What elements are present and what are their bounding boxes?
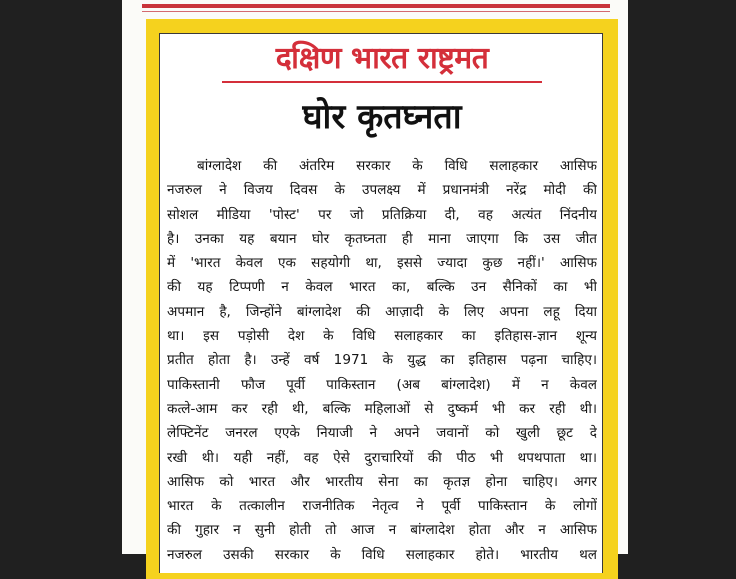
- article-line: लेफ्टिनेंट जनरल एएके नियाजी ने अपने जवानों को खुली छूट दे: [167, 425, 597, 442]
- masthead-underline: [222, 81, 542, 83]
- top-rule: [142, 4, 610, 8]
- article-line: में 'भारत केवल एक सहयोगी था, इससे ज्यादा कुछ नहीं।' आसिफ: [167, 255, 597, 272]
- article-line: आसिफ को भारत और भारतीय सेना का कृतज्ञ होना चाहिए। अगर: [167, 473, 597, 490]
- article-line: नजरुल ने विजय दिवस के उपलक्ष्य में प्रधानमंत्री नरेंद्र मोदी की: [167, 182, 597, 199]
- top-thin-rule: [142, 11, 610, 12]
- editorial-panel: [159, 33, 603, 573]
- article-line: रखी थी। यही नहीं, वह ऐसे दुराचारियों की पीठ भी थपथपाता था।: [167, 449, 597, 466]
- article-line: नजरुल उसकी सरकार के विधि सलाहकार होते। भारतीय थल: [167, 546, 597, 563]
- article-line: अपमान है, जिन्होंने बांग्लादेश की आज़ादी के लिए अपना लहू दिया: [167, 303, 597, 320]
- article-line: कत्ले-आम कर रही थी, बल्कि महिलाओं से दुष्कर्म भी कर रही थी।: [167, 400, 597, 417]
- article-line: की गुहार न सुनी होती तो आज न बांग्लादेश होता और न आसिफ: [167, 522, 597, 539]
- article-line: पाकिस्तानी फौज पूर्वी पाकिस्तान (अब बांग्लादेश) में न केवल: [167, 376, 597, 393]
- article-line: सोशल मीडिया 'पोस्ट' पर जो प्रतिक्रिया दी, वह अत्यंत निंदनीय: [167, 206, 597, 223]
- article-line: भारत के तत्कालीन राजनीतिक नेतृत्व ने पूर्वी पाकिस्तान के लोगों: [167, 498, 597, 515]
- article-line: प्रतीत होता है। उन्हें वर्ष 1971 के युद्ध का इतिहास पढ़ना चाहिए।: [167, 352, 597, 369]
- article-headline: घोर कृतघ्नता: [302, 97, 462, 137]
- article-line: है। उनका यह बयान घोर कृतघ्नता ही माना जाएगा कि उस जीत: [167, 230, 597, 247]
- article-line: था। इस पड़ोसी देश के विधि सलाहकार का इतिहास-ज्ञान शून्य: [167, 328, 597, 345]
- article-line: की यह टिप्पणी न केवल भारत का, बल्कि उन सैनिकों का भी: [167, 279, 597, 296]
- article-body: [167, 154, 597, 567]
- article-line: बांग्लादेश की अंतरिम सरकार के विधि सलाहकार आसिफ: [197, 158, 597, 174]
- masthead-title: दक्षिण भारत राष्ट्रमत: [275, 41, 489, 76]
